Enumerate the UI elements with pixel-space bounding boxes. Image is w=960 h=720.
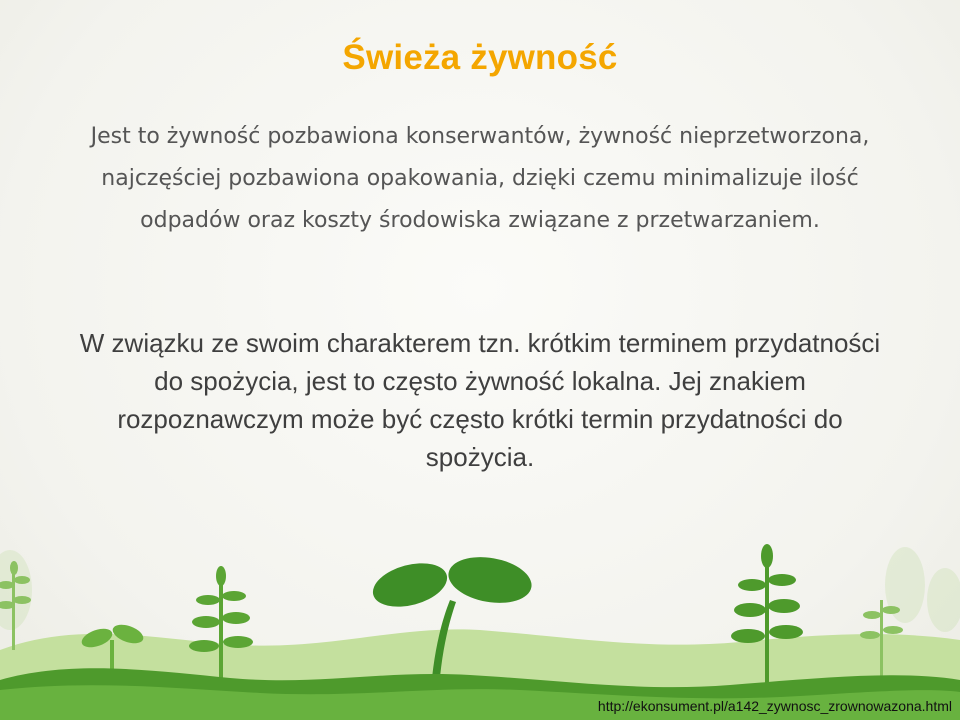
plants-illustration [0, 530, 960, 720]
paragraph-character: W związku ze swoim charakterem tzn. krótkim terminem przydatności do spożycia, jest to często żywność lokalna. Jej znakiem rozpoznawczym może być często krótki termin przydatności do spożycia. [79, 328, 881, 472]
slide-title: Świeża żywność [342, 38, 618, 77]
paragraph-definition: Jest to żywność pozbawiona konserwantów, żywność nieprzetworzona, najczęściej pozbawiona opakowania, dzięki czemu minimalizuje ilość odpadów oraz koszty środowiska związane z przetwarzaniem. [90, 124, 870, 233]
source-link[interactable]: http://ekonsument.pl/a142_zywnosc_zrownowazona.html [597, 698, 952, 714]
